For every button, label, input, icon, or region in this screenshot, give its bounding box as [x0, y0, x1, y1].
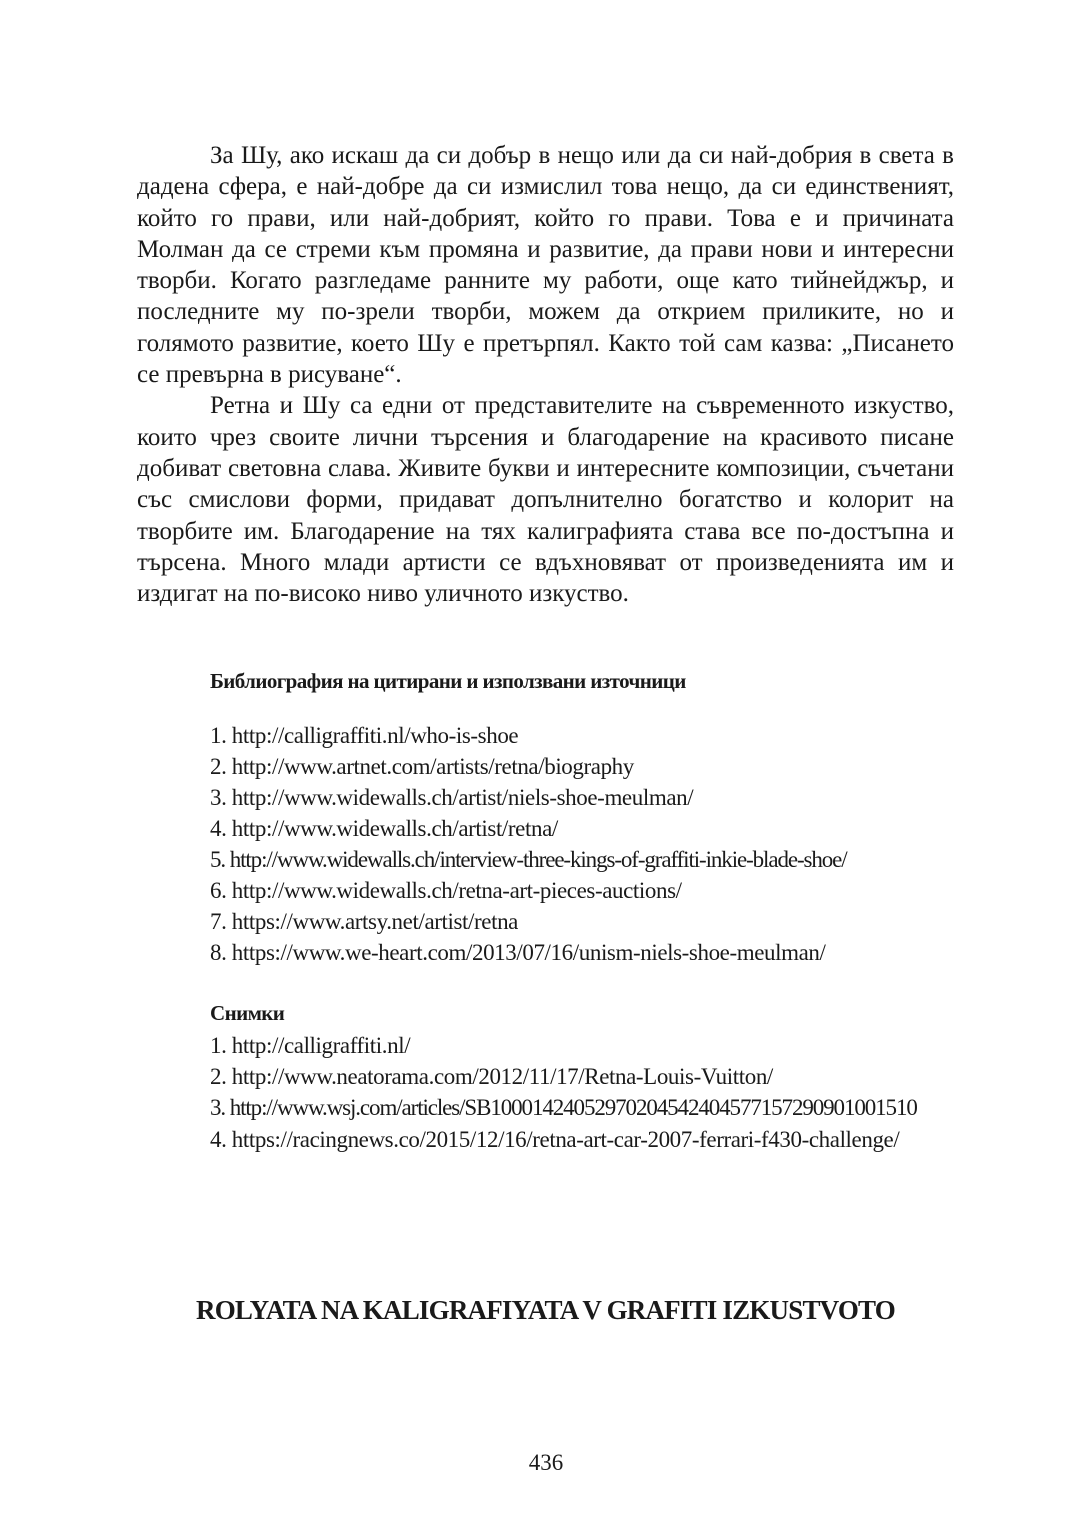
page-number: 436: [528, 1450, 564, 1475]
bibliography-heading: Библиография на цитирани и използвани източници: [210, 669, 686, 694]
photo-source-item: 4. https://racingnews.co/2015/12/16/retna-art-car-2007-ferrari-f430-challenge/: [210, 1127, 900, 1153]
bibliography-item: 6. http://www.widewalls.ch/retna-art-pieces-auctions/: [210, 878, 682, 904]
bibliography-item: 8. https://www.we-heart.com/2013/07/16/unism-niels-shoe-meulman/: [210, 940, 826, 966]
body-text: [137, 140, 954, 609]
photo-source-item: 3. http://www.wsj.com/articles/SB10001424052970204542404577157290901001510: [210, 1095, 917, 1121]
photos-list: [137, 1030, 954, 1156]
photo-source-item: 1. http://calligraffiti.nl/: [210, 1033, 411, 1059]
bibliography-item: 3. http://www.widewalls.ch/artist/niels-shoe-meulman/: [210, 785, 694, 811]
bibliography-item: 7. https://www.artsy.net/artist/retna: [210, 909, 518, 935]
paragraph-1: За Шу, ако искаш да си добър в нещо или да си най-добрия в света в дадена сфера, е най-добре да си измислил това нещо, да си единственият, който го прави, или най-добрият, който го прави. Това е и причината Молман да се стреми към промяна и развитие, да прави нови и интересни творби. Когато разгледаме ранните му работи, още като тийнейджър, и последните му по-зрели творби, можем да открием приликите, но и голямото развитие, което Шу е претърпял. Както той сам казва: „Писането се превърна в рисуване“.: [137, 142, 954, 389]
page-content: [137, 140, 954, 1156]
bibliography-item: 1. http://calligraffiti.nl/who-is-shoe: [210, 723, 519, 749]
bibliography-list: [137, 720, 954, 968]
bibliography-item: 2. http://www.artnet.com/artists/retna/biography: [210, 754, 634, 780]
photos-heading: Снимки: [210, 1001, 285, 1026]
next-article-title: ROLYATA NA KALIGRAFIYATA V GRAFITI IZKUSTVOTO: [196, 1295, 895, 1325]
bibliography-item: 4. http://www.widewalls.ch/artist/retna/: [210, 816, 558, 842]
photo-source-item: 2. http://www.neatorama.com/2012/11/17/Retna-Louis-Vuitton/: [210, 1064, 773, 1090]
bibliography-item: 5. http://www.widewalls.ch/interview-three-kings-of-graffiti-inkie-blade-shoe/: [210, 847, 847, 873]
paragraph-2: Ретна и Шу са едни от представителите на съвременното изкуство, които чрез своите лични търсения и благодарение на красивото писане добиват световна слава. Живите букви и интересните композиции, съчетани със смислови форми, придават допълнително богатство и колорит на творбите им. Благодарение на тях калиграфията става все по-достъпна и търсена. Много млади артисти се вдъхновяват от произведенията им и издигат на по-високо ниво уличното изкуство.: [137, 392, 954, 608]
